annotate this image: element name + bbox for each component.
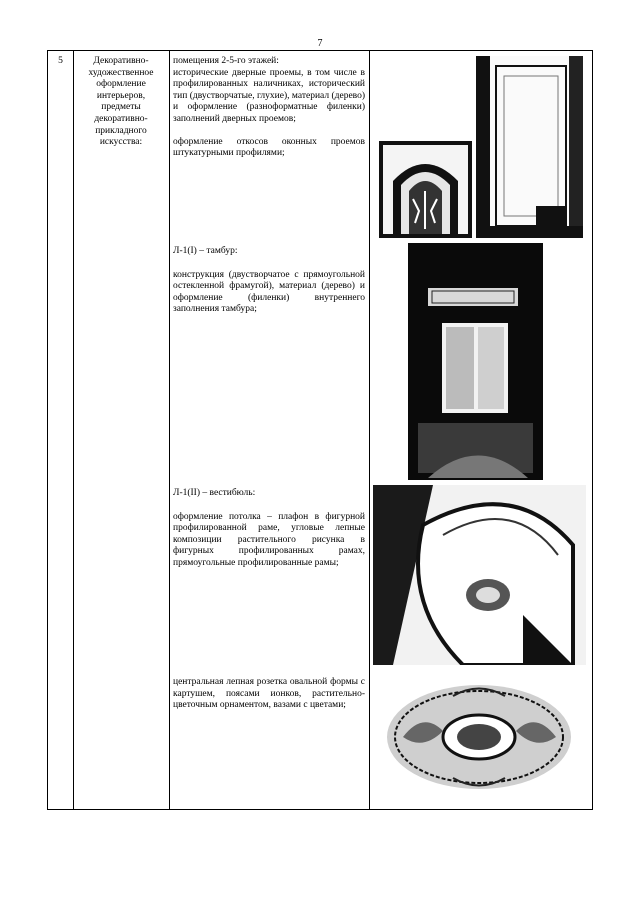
door-photo: [476, 56, 583, 238]
row-category: Декоративно-художественное оформление интерьеров, предметы декоративно-прикладного искусства:: [88, 56, 154, 148]
ceiling-plafond-photo: [373, 485, 586, 665]
stucco-rosette-photo: [373, 671, 586, 803]
window-reveal-photo: [379, 141, 472, 238]
heritage-table: [47, 50, 593, 810]
description-block-vestibule: [173, 488, 365, 570]
description-block-rosette: [173, 677, 365, 712]
item-window-reveals: оформление откосов оконных проемов штукатурными профилями;: [173, 136, 365, 159]
column-divider: [169, 51, 170, 809]
item-tambour-construction: конструкция (двустворчатое с прямоугольной остекленной фрамугой), материал (дерево) и оформление (филенки) внутреннего заполнения тамбура;: [173, 269, 365, 315]
description-block-upper-floors: [173, 56, 365, 160]
item-central-rosette: центральная лепная розетка овальной формы с картушем, поясами ионков, растительно-цветочным орнаментом, вазами с цветами;: [173, 677, 365, 711]
section-heading: помещения 2-5-го этажей:: [173, 56, 279, 66]
column-divider: [73, 51, 74, 809]
description-block-tambour: [173, 246, 365, 316]
page-number: 7: [317, 38, 323, 49]
section-heading: Л-1(I) – тамбур:: [173, 246, 238, 256]
column-divider: [369, 51, 370, 809]
section-heading: Л-1(II) – вестибюль:: [173, 488, 256, 498]
row-number: 5: [58, 56, 63, 66]
item-door-openings: исторические дверные проемы, в том числе в профилированных наличниках, исторический тип (двустворчатые, глухие), материал (дерево) и оформление (разноформатные филенки) заполнений дверных проемов;: [173, 67, 365, 124]
tambour-photo: [408, 243, 543, 480]
item-ceiling-decoration: оформление потолка – плафон в фигурной профилированной раме, угловые лепные композиции растительного рисунка в фигурных профилированных рамах, прямоугольные профилированные рамы;: [173, 511, 365, 568]
